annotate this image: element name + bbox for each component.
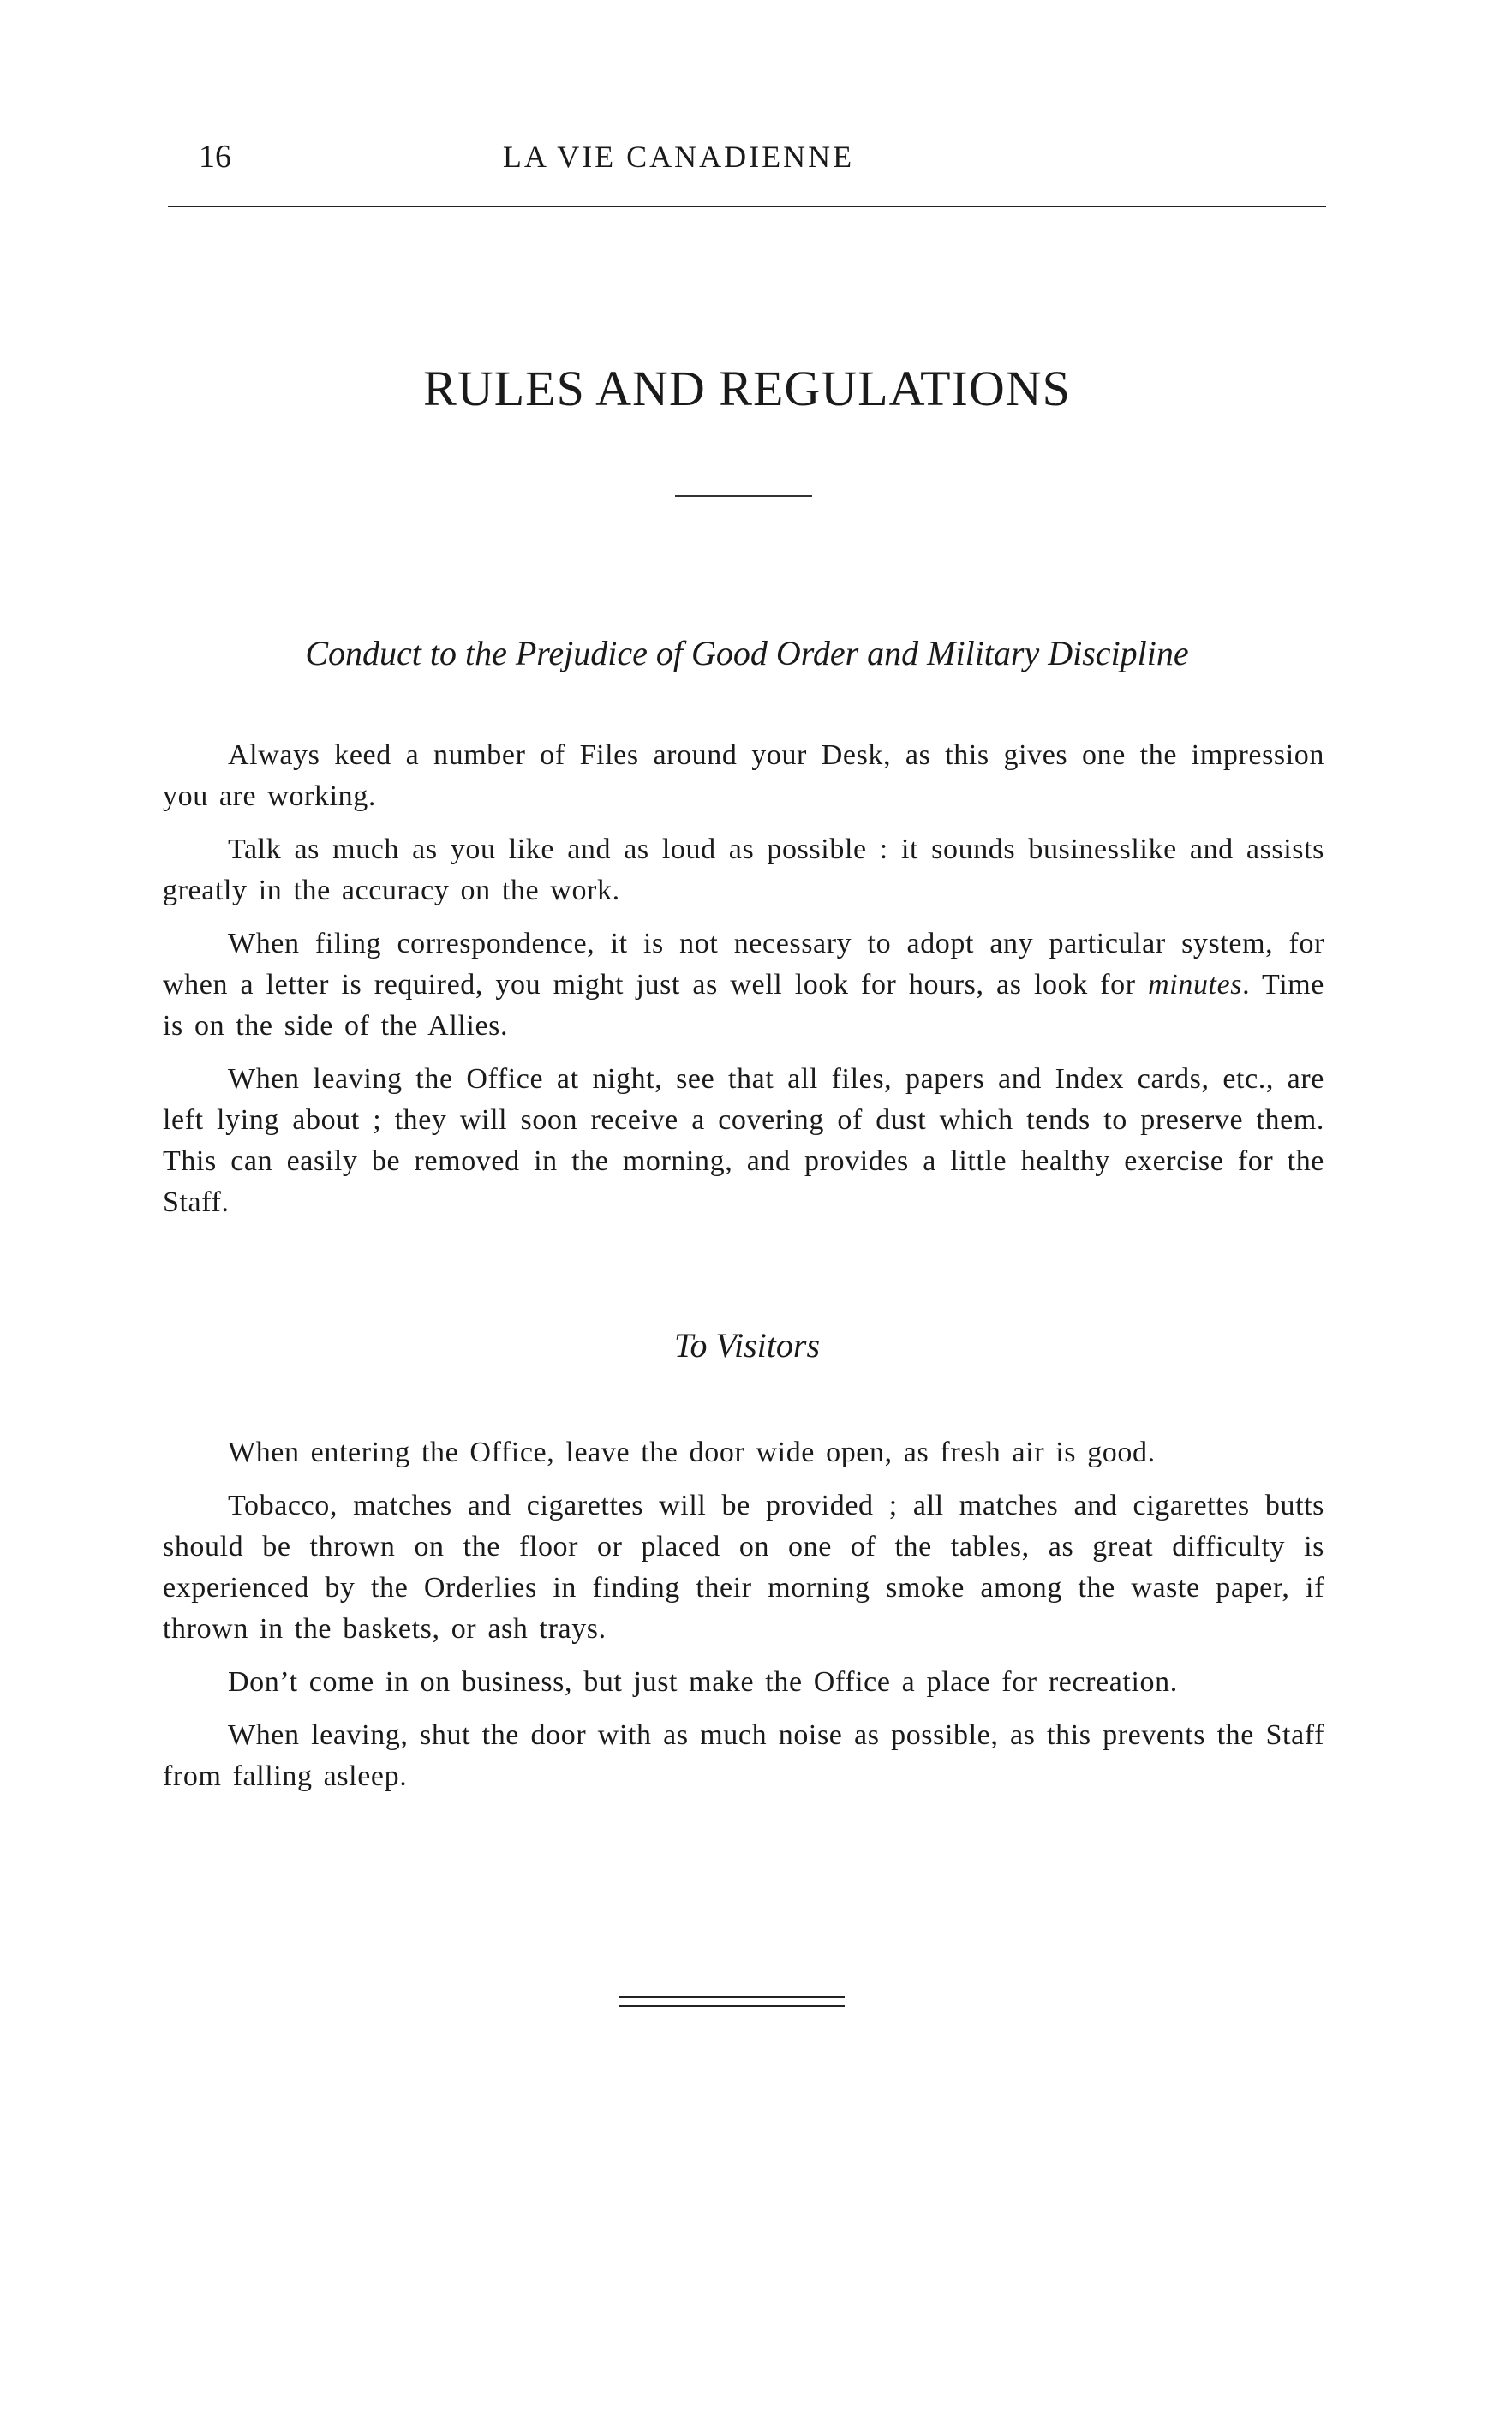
section-body-conduct (163, 735, 1324, 1235)
end-rule-lower (619, 2005, 845, 2007)
emphasis-text: minutes (1148, 969, 1243, 1001)
paragraph: Tobacco, matches and cigarettes will be provided ; all matches and cigarettes butts should be thrown on the floor or placed on one of the tables, as great difficulty is experienced by the Orderlies in finding their morning smoke among the waste paper, if thrown in the baskets, or ash trays. (163, 1490, 1324, 1645)
page-title: RULES AND REGULATIONS (423, 361, 1071, 416)
end-rule-upper (619, 1996, 845, 1998)
header-rule (168, 206, 1326, 207)
paragraph (163, 923, 1324, 1047)
paragraph: When leaving, shut the door with as much noise as possible, as this prevents the Staff from falling asleep. (163, 1719, 1324, 1792)
paragraph: Talk as much as you like and as loud as possible : it sounds businesslike and assists greatly in the accuracy on the work. (163, 834, 1324, 906)
paragraph: When leaving the Office at night, see that all files, papers and Index cards, etc., are left lying about ; they will soon receive a covering of dust which tends to preserve them. This can easily be removed in the morning, and provides a little healthy exercise for the Staff. (163, 1063, 1324, 1218)
paragraph-text: . Time is on the side of the Allies. (163, 969, 1324, 1042)
section-heading-conduct: Conduct to the Prejudice of Good Order and Military Discipline (305, 634, 1189, 672)
section-heading-visitors: To Visitors (673, 1326, 821, 1365)
page-number: 16 (199, 139, 231, 175)
journal-title: LA VIE CANADIENNE (502, 140, 855, 174)
section-body-visitors (163, 1432, 1324, 1809)
title-divider (675, 495, 812, 497)
running-head (199, 135, 1330, 178)
paragraph: Always keed a number of Files around your Desk, as this gives one the impression you are working. (163, 739, 1324, 812)
paragraph: Don’t come in on business, but just make the Office a place for recreation. (228, 1666, 1178, 1698)
paragraph-text: When filing correspondence, it is not necessary to adopt any particular system, for when a letter is required, you might just as well look for hours, as look for (163, 928, 1324, 1001)
paragraph: When entering the Office, leave the door wide open, as fresh air is good. (228, 1437, 1156, 1468)
